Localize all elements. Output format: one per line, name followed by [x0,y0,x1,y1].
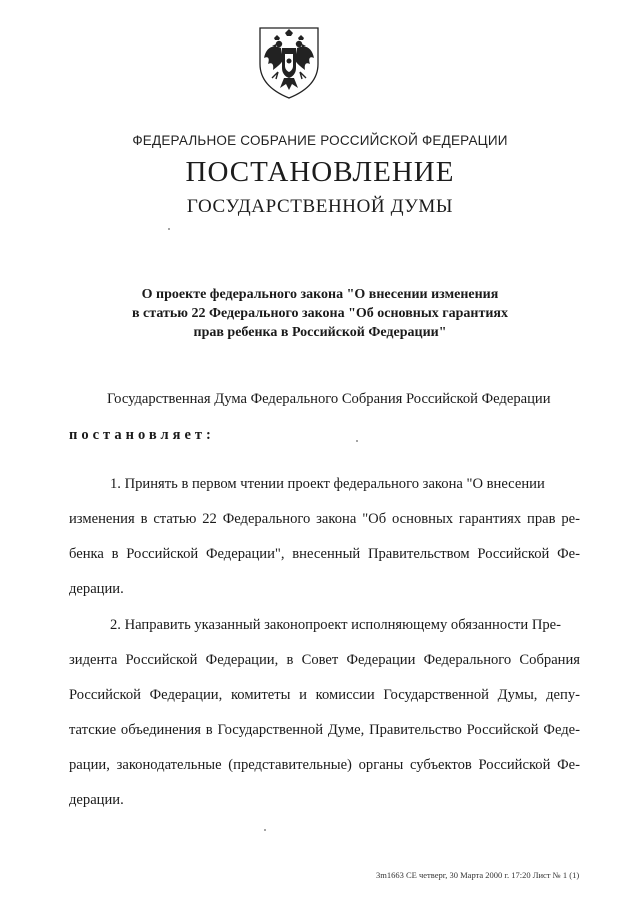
paragraph-2-line: зидента Российской Федерации, в Совет Федерации Федерального Собрания [69,652,580,668]
paragraph-1-line: изменения в статью 22 Федерального закона "Об основных гарантиях прав ре- [69,511,580,527]
document-issuer: ГОСУДАРСТВЕННОЙ ДУМЫ [186,196,454,217]
document-type: ПОСТАНОВЛЕНИЕ [185,156,455,188]
paragraph-2-line: 2. Направить указанный законопроект исполняющему обязанности Пре- [110,617,562,633]
paragraph-1-line: бенка в Российской Федерации", внесенный Правительством Российской Фе- [69,546,580,562]
paragraph-1-line: дерации. [69,581,124,597]
organization-header: ФЕДЕРАЛЬНОЕ СОБРАНИЕ РОССИЙСКОЙ ФЕДЕРАЦИИ [132,133,508,148]
paragraph-1-line: 1. Принять в первом чтении проект федерального закона "О внесении [110,476,545,492]
paragraph-2-line: Российской Федерации, комитеты и комиссии Государственной Думы, депу- [69,687,580,703]
intro-line: Государственная Дума Федерального Собрания Российской Федерации [107,391,551,407]
scan-speck [168,228,170,230]
scan-speck [356,440,358,442]
resolve-word: постановляет: [69,427,215,443]
footer-stamp: 3m1663 CE четверг, 30 Марта 2000 г. 17:20 Лист № 1 (1) [376,870,580,880]
scan-speck [264,829,266,831]
paragraph-2-line: дерации. [69,792,124,808]
document-title [0,285,640,342]
title-line: в статью 22 Федерального закона "Об основных гарантиях [132,306,508,321]
paragraph-2-line: татские объединения в Государственной Думе, Правительство Российской Феде- [69,722,580,738]
title-line: прав ребенка в Российской Федерации" [193,325,447,340]
paragraph-2-line: рации, законодательные (представительные) органы субъектов Российской Фе- [69,757,580,773]
title-line: О проекте федерального закона "О внесении изменения [141,287,499,302]
state-emblem-icon [254,24,324,100]
